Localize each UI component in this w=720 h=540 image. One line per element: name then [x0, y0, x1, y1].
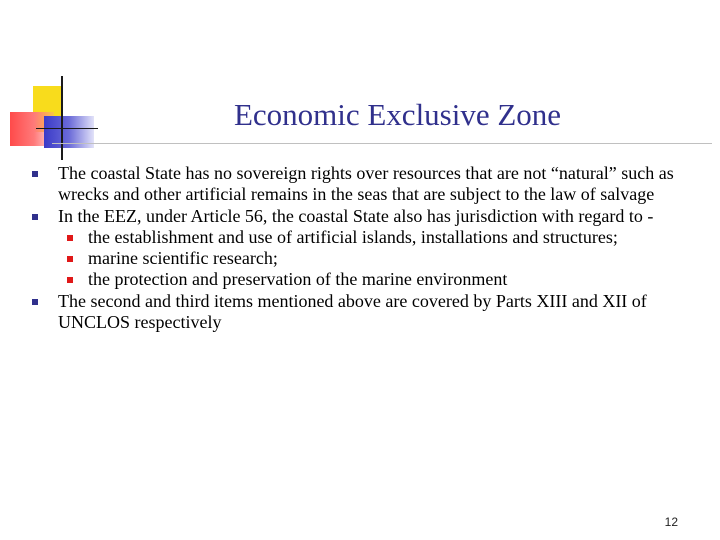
square-bullet-icon [32, 171, 38, 177]
title-divider [52, 143, 712, 144]
bullet-item [28, 291, 713, 334]
page-number: 12 [664, 515, 678, 529]
square-bullet-icon [32, 299, 38, 305]
square-bullet-icon [67, 277, 73, 283]
slide-body [28, 163, 713, 333]
sub-bullet-text: the protection and preservation of the marine environment [88, 269, 508, 290]
sub-bullet-text: the establishment and use of artificial islands, installations and structures; [88, 226, 618, 247]
sub-bullet-text: marine scientific research; [88, 248, 278, 269]
logo-horizontal-line [36, 128, 98, 129]
sub-bullet-item [28, 227, 713, 248]
decorative-logo-icon [8, 76, 98, 160]
bullet-item [28, 163, 713, 206]
square-bullet-icon [32, 214, 38, 220]
square-bullet-icon [67, 235, 73, 241]
bullet-text: The coastal State has no sovereign rights over resources that are not “natural” such as wrecks and other artificial remains in the seas that are subject to the law of salvage [58, 163, 674, 205]
sub-bullet-item [28, 269, 713, 290]
bullet-text: The second and third items mentioned above are covered by Parts XIII and XII of UNCLOS respectively [58, 290, 647, 333]
bullet-item [28, 206, 713, 227]
bullet-text: In the EEZ, under Article 56, the coastal State also has jurisdiction with regard to - [58, 205, 654, 226]
slide-title: Economic Exclusive Zone [233, 97, 562, 132]
logo-vertical-line [61, 76, 63, 160]
square-bullet-icon [67, 256, 73, 262]
sub-bullet-item [28, 248, 713, 269]
